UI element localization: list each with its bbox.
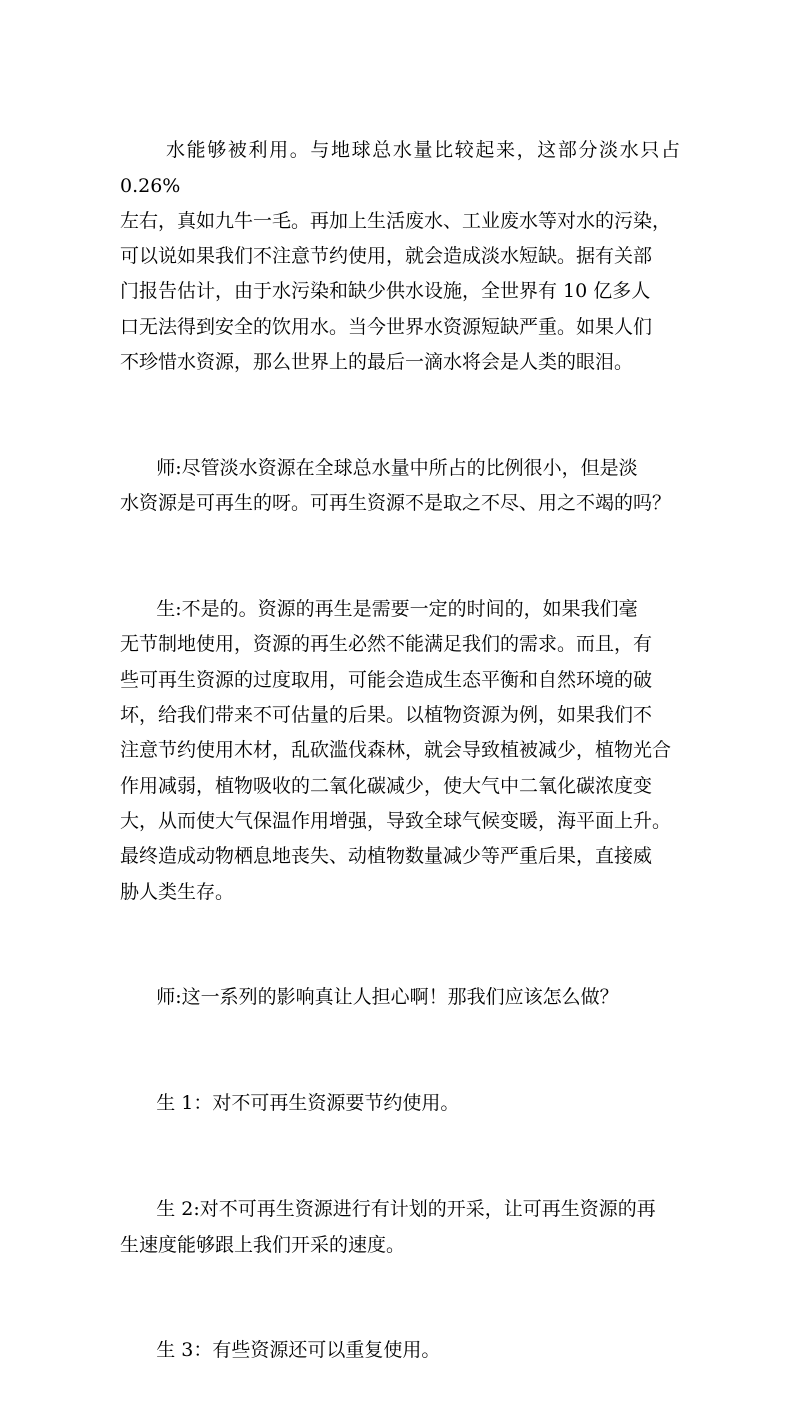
paragraph-teacher — [120, 416, 680, 557]
paragraph-student-1 — [120, 1051, 680, 1157]
paragraph-student-3 — [120, 1298, 680, 1404]
text-line: 生速度能够跟上我们开采的速度。 — [120, 1233, 406, 1256]
text-line: 作用减弱，植物吸收的二氧化碳减少，使大气中二氧化碳浓度变 — [120, 774, 653, 797]
text-line: 不珍惜水资源，那么世界上的最后一滴水将会是人类的眼泪。 — [120, 351, 634, 374]
paragraph — [120, 98, 687, 416]
text-line: 胁人类生存。 — [120, 880, 235, 903]
paragraph-student-2 — [120, 1157, 680, 1298]
text-line: 无节制地使用，资源的再生必然不能满足我们的需求。而且，有 — [120, 633, 653, 656]
text-line: 生 1：对不可再生资源要节约使用。 — [156, 1092, 460, 1115]
text-line: 可以说如果我们不注意节约使用，就会造成淡水短缺。据有关部 — [120, 245, 653, 268]
paragraph-teacher — [120, 945, 680, 1051]
text-line: 生 2:对不可再生资源进行有计划的开采，让可再生资源的再 — [156, 1198, 656, 1221]
text-line: 师:这一系列的影响真让人担心啊！那我们应该怎么做？ — [156, 986, 619, 1009]
document-body — [120, 98, 687, 1404]
text-line: 生 3：有些资源还可以重复使用。 — [156, 1339, 441, 1362]
text-line: 门报告估计，由于水污染和缺少供水设施，全世界有 10 亿多人 — [120, 280, 651, 303]
text-line: 口无法得到安全的饮用水。当今世界水资源短缺严重。如果人们 — [120, 315, 653, 338]
text-line: 最终造成动物栖息地丧失、动植物数量减少等严重后果，直接威 — [120, 845, 653, 868]
paragraph-student — [120, 557, 680, 945]
text-line: 些可再生资源的过度取用，可能会造成生态平衡和自然环境的破 — [120, 668, 653, 691]
text-line: 注意节约使用木材，乱砍滥伐森林，就会导致植被减少，植物光合 — [120, 739, 672, 762]
text-line: 生:不是的。资源的再生是需要一定的时间的，如果我们毫 — [156, 598, 638, 621]
text-line: 左右，真如九牛一毛。再加上生活废水、工业废水等对水的污染， — [120, 209, 672, 232]
text-line: 坏，给我们带来不可估量的后果。以植物资源为例，如果我们不 — [120, 704, 653, 727]
text-line: 水资源是可再生的呀。可再生资源不是取之不尽、用之不竭的吗？ — [120, 492, 672, 515]
text-line: 水能够被利用。与地球总水量比较起来，这部分淡水只占 0.26% — [120, 139, 687, 197]
text-line: 大，从而使大气保温作用增强，导致全球气候变暖，海平面上升。 — [120, 809, 672, 832]
text-line: 师:尽管淡水资源在全球总水量中所占的比例很小，但是淡 — [156, 456, 638, 479]
